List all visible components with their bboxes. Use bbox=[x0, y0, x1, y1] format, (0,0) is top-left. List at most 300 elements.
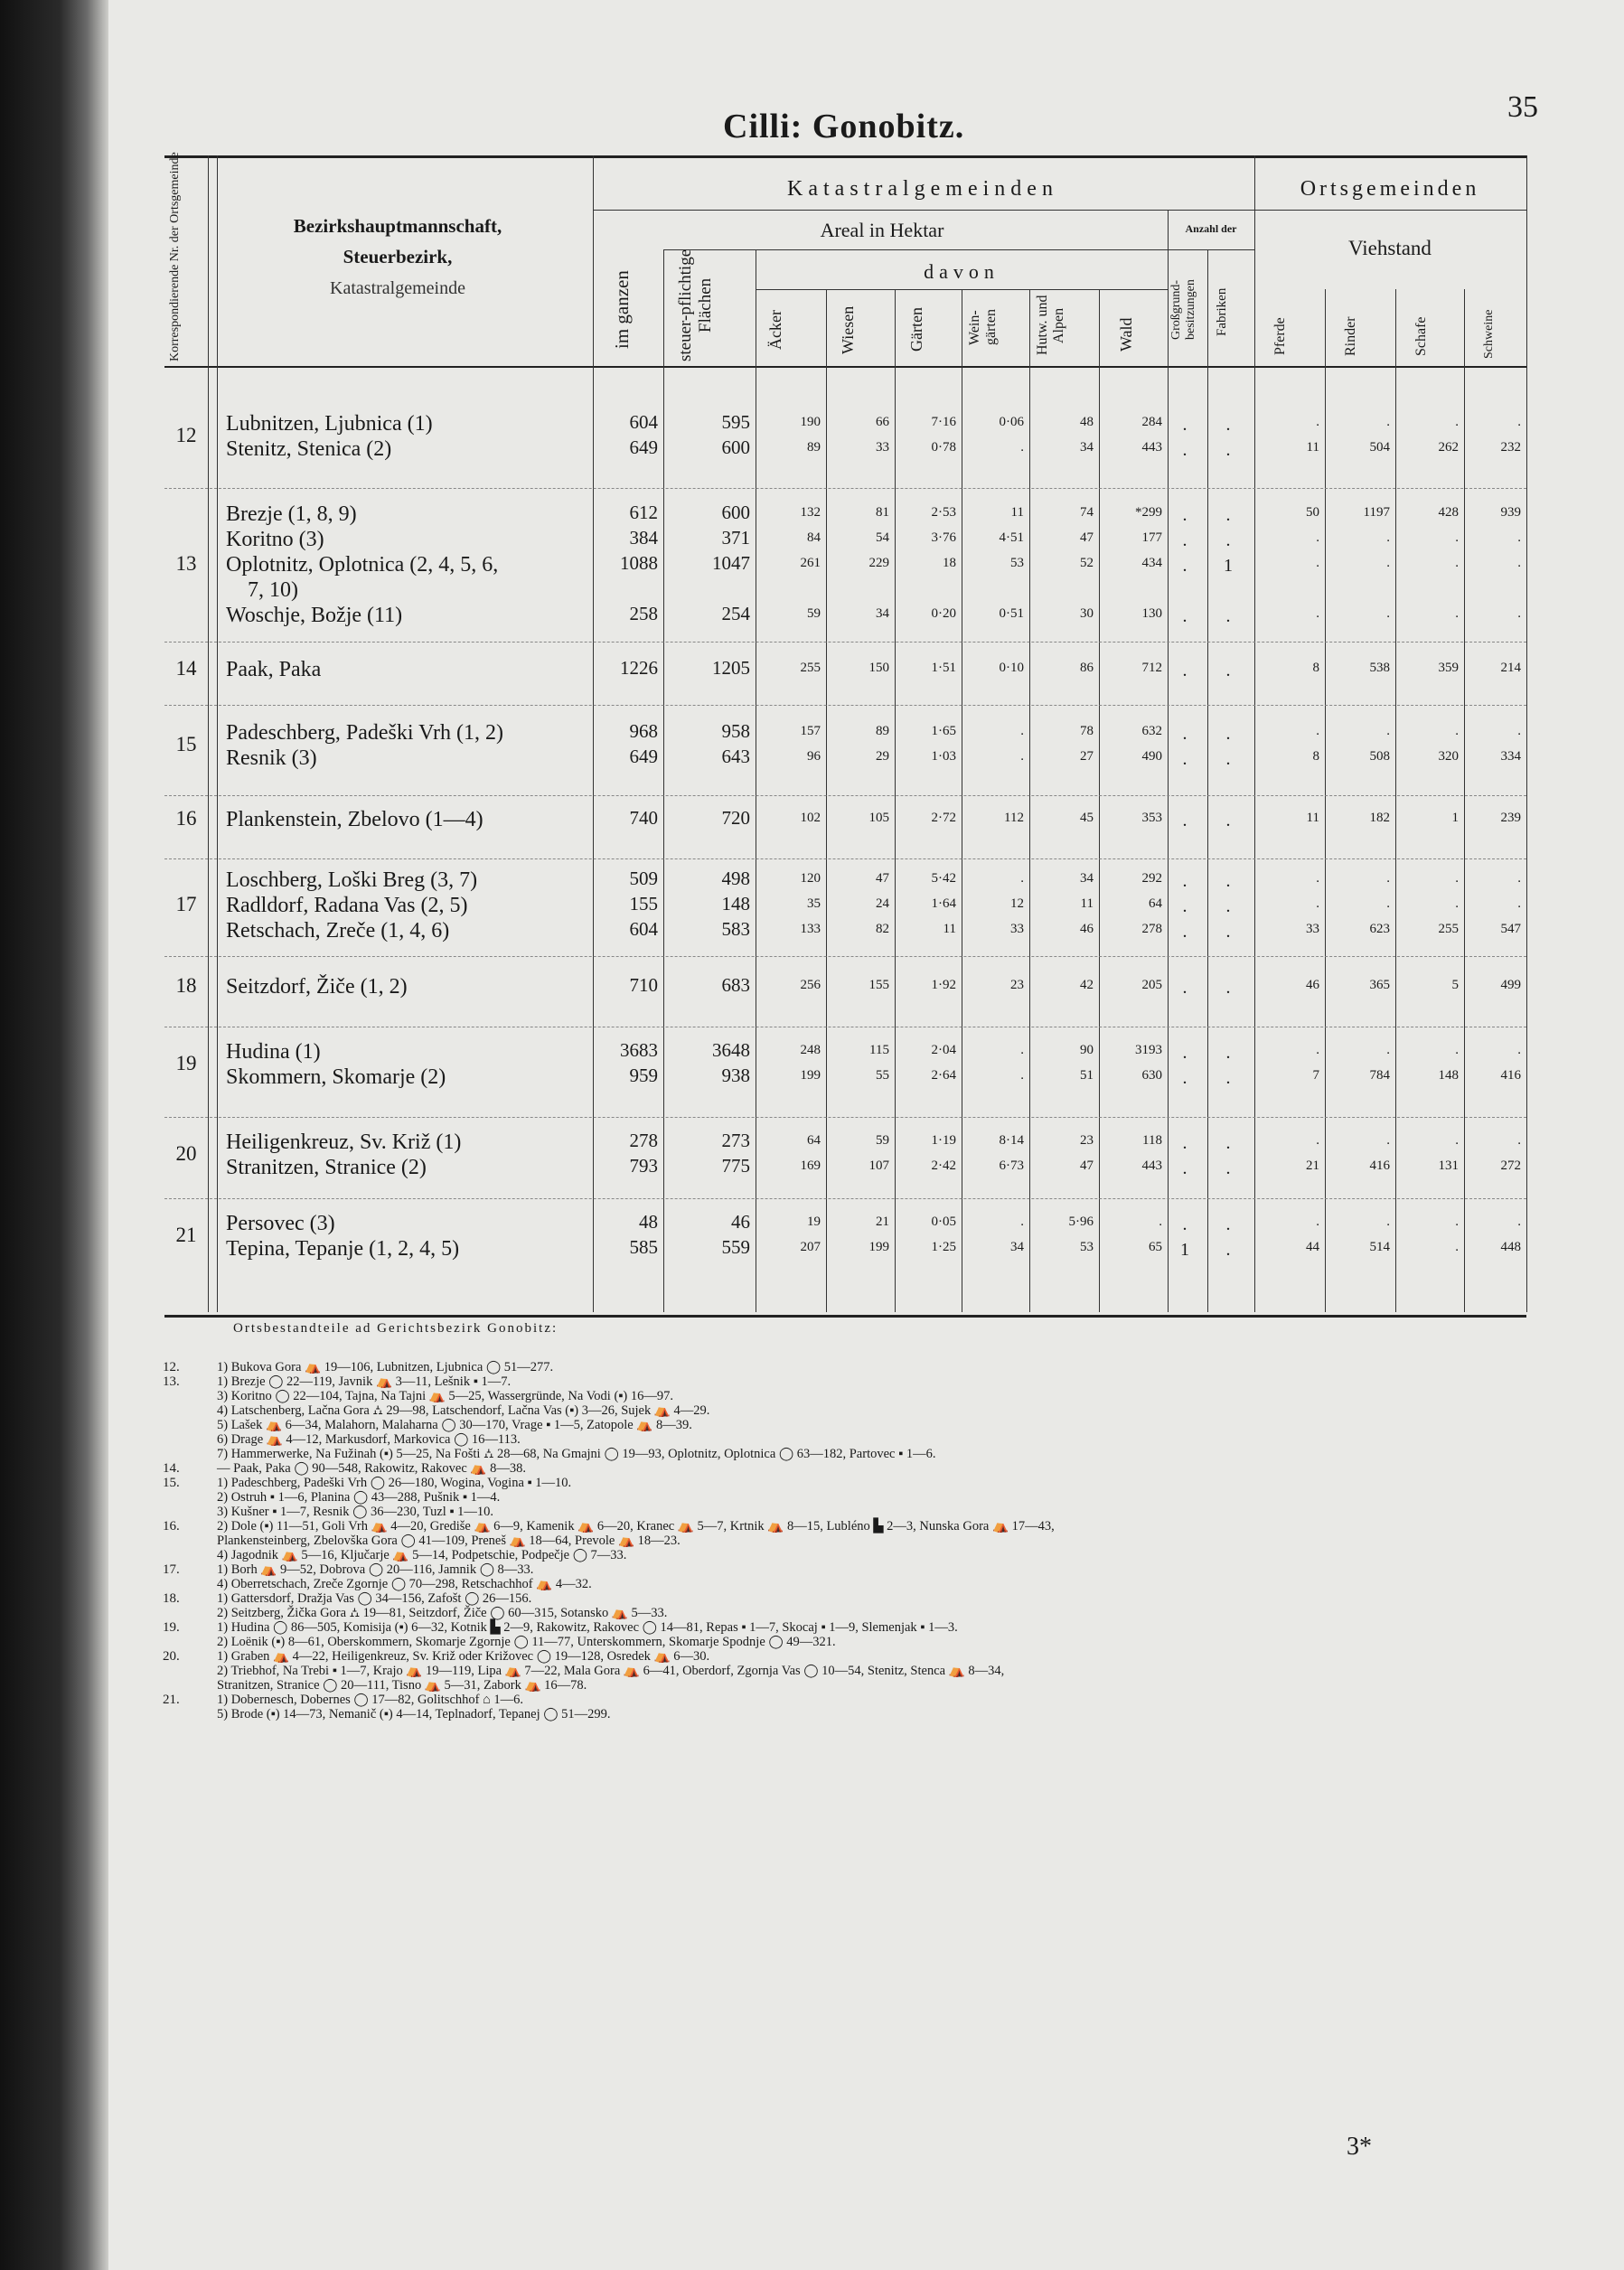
cell-wein: . bbox=[1020, 749, 1024, 764]
cell-aecker: 261 bbox=[800, 556, 821, 570]
cell-pferde: 33 bbox=[1306, 922, 1319, 936]
cell-schafe: 1 bbox=[1451, 811, 1459, 825]
header-pferde: Pferde bbox=[1272, 317, 1288, 356]
cell-schweine: . bbox=[1517, 1043, 1521, 1057]
footnote-line: 5) Brode (▪) 14—73, Nemanič (▪) 4—14, Teplnadorf, Tepanej ◯ 51—299. bbox=[217, 1707, 611, 1721]
cell-pferde: . bbox=[1316, 606, 1319, 621]
cell-schafe: . bbox=[1455, 1043, 1459, 1057]
header-im-ganzen: im ganzen bbox=[611, 270, 633, 349]
cell-fabr: . bbox=[1225, 922, 1231, 942]
cell-schafe: 262 bbox=[1438, 440, 1459, 455]
footnote-line: 2) Loënik (▪) 8—61, Oberskommern, Skomarje Zgornje ◯ 11—77, Unterskommern, Skomarje Spodnje ◯ 49—321. bbox=[217, 1635, 836, 1649]
cell-hutw: 47 bbox=[1080, 530, 1094, 545]
cell-aecker: 84 bbox=[807, 530, 821, 545]
cell-wein: 8·14 bbox=[999, 1133, 1024, 1148]
column-rule bbox=[1207, 249, 1208, 1312]
cell-wiesen: 229 bbox=[868, 556, 889, 570]
cell-wiesen: 199 bbox=[868, 1240, 889, 1254]
cell-hutw: 34 bbox=[1080, 871, 1094, 886]
cell-schafe: 359 bbox=[1438, 661, 1459, 675]
footnote-title: Ortsbestandteile ad Gerichtsbezirk Gonobitz: bbox=[233, 1321, 559, 1336]
cell-schweine: 232 bbox=[1500, 440, 1521, 455]
cell-schafe: 131 bbox=[1438, 1158, 1459, 1173]
cell-hutw: 42 bbox=[1080, 978, 1094, 992]
cell-gaerten: 11 bbox=[943, 922, 956, 936]
cell-gross: . bbox=[1182, 1068, 1187, 1088]
cell-hutw: 78 bbox=[1080, 724, 1094, 738]
cell-pferde: . bbox=[1316, 1043, 1319, 1057]
cell-schafe: 148 bbox=[1438, 1068, 1459, 1083]
cell-aecker: 133 bbox=[800, 922, 821, 936]
cell-gaerten: 1·03 bbox=[931, 749, 956, 764]
row-number: 18 bbox=[175, 974, 197, 997]
cell-wein: 6·73 bbox=[999, 1158, 1024, 1173]
katastralgemeinde-name: Hudina (1) bbox=[226, 1040, 321, 1064]
row-rule bbox=[164, 1117, 1526, 1118]
cell-fabr: . bbox=[1225, 811, 1231, 830]
column-rule bbox=[895, 289, 896, 1312]
column-rule bbox=[1168, 210, 1169, 1312]
cell-steuer: 958 bbox=[721, 720, 750, 742]
header-ortsgemeinde-nr: Korrespondierende Nr. der Ortsgemeinde bbox=[168, 152, 182, 361]
cell-steuer: 498 bbox=[721, 868, 750, 889]
cell-pferde: . bbox=[1316, 415, 1319, 429]
cell-aecker: 96 bbox=[807, 749, 821, 764]
cell-gaerten: 0·20 bbox=[931, 606, 956, 621]
cell-wein: . bbox=[1020, 440, 1024, 455]
footnote-line: 5) Lašek ⛺ 6—34, Malahorn, Malaharna ◯ 30—170, Vrage ▪ 1—5, Zatopole ⛺ 8—39. bbox=[217, 1418, 692, 1432]
cell-pferde: . bbox=[1316, 896, 1319, 911]
cell-wein: 0·06 bbox=[999, 415, 1024, 429]
column-rule bbox=[1254, 155, 1255, 1312]
cell-hutw: 74 bbox=[1080, 505, 1094, 520]
katastralgemeinde-name: Paak, Paka bbox=[226, 658, 322, 681]
katastralgemeinde-name: Resnik (3) bbox=[226, 746, 317, 770]
cell-steuer: 600 bbox=[721, 502, 750, 523]
cell-pferde: . bbox=[1316, 1215, 1319, 1229]
footnote-line: 4) Jagodnik ⛺ 5—16, Ključarje ⛺ 5—14, Podpetschie, Podpečje ◯ 7—33. bbox=[217, 1548, 627, 1562]
cell-wiesen: 21 bbox=[876, 1215, 889, 1229]
cell-pferde: . bbox=[1316, 530, 1319, 545]
cell-wald: 490 bbox=[1141, 749, 1162, 764]
row-rule bbox=[164, 705, 1526, 706]
cell-rinder: 416 bbox=[1369, 1158, 1390, 1173]
cell-ganzen: 612 bbox=[629, 502, 658, 523]
header-schweine: Schweine bbox=[1482, 309, 1496, 360]
row-rule bbox=[164, 795, 1526, 796]
cell-wiesen: 150 bbox=[868, 661, 889, 675]
cell-steuer: 720 bbox=[721, 807, 750, 829]
cell-steuer: 3648 bbox=[712, 1039, 750, 1061]
cell-gaerten: 18 bbox=[943, 556, 956, 570]
cell-aecker: 132 bbox=[800, 505, 821, 520]
cell-rinder: 182 bbox=[1369, 811, 1390, 825]
header-name-line2: Steuerbezirk, bbox=[343, 246, 453, 267]
cell-ganzen: 649 bbox=[629, 436, 658, 458]
cell-schweine: . bbox=[1517, 415, 1521, 429]
cell-schafe: 320 bbox=[1438, 749, 1459, 764]
cell-ganzen: 649 bbox=[629, 746, 658, 767]
katastralgemeinde-name: Koritno (3) bbox=[226, 528, 324, 551]
column-rule bbox=[1029, 289, 1030, 1312]
cell-pferde: 44 bbox=[1306, 1240, 1319, 1254]
cell-ganzen: 604 bbox=[629, 918, 658, 940]
cell-steuer: 600 bbox=[721, 436, 750, 458]
cell-wald: 3193 bbox=[1135, 1043, 1162, 1057]
cell-wiesen: 47 bbox=[876, 871, 889, 886]
katastralgemeinde-name: Seitzdorf, Žiče (1, 2) bbox=[226, 975, 408, 999]
katastralgemeinde-name: Woschje, Božje (11) bbox=[226, 604, 403, 627]
cell-gross: 1 bbox=[1180, 1240, 1189, 1260]
cell-gaerten: 3·76 bbox=[931, 530, 956, 545]
cell-aecker: 35 bbox=[807, 896, 821, 911]
cell-hutw: 53 bbox=[1080, 1240, 1094, 1254]
cell-aecker: 256 bbox=[800, 978, 821, 992]
cell-wald: 177 bbox=[1141, 530, 1162, 545]
header-areal: Areal in Hektar bbox=[820, 219, 944, 241]
cell-gross: . bbox=[1182, 440, 1187, 460]
cell-aecker: 199 bbox=[800, 1068, 821, 1083]
cell-wiesen: 155 bbox=[868, 978, 889, 992]
cell-ganzen: 793 bbox=[629, 1155, 658, 1177]
cell-pferde: 46 bbox=[1306, 978, 1319, 992]
cell-gaerten: 1·51 bbox=[931, 661, 956, 675]
cell-gaerten: 2·42 bbox=[931, 1158, 956, 1173]
cell-rinder: . bbox=[1386, 415, 1390, 429]
cell-hutw: 46 bbox=[1080, 922, 1094, 936]
cell-wein: 12 bbox=[1010, 896, 1024, 911]
footnote-line: 4) Latschenberg, Lačna Gora ⛼ 29—98, Latschendorf, Lačna Vas (▪) 3—26, Sujek ⛺ 4—29. bbox=[217, 1403, 710, 1418]
cell-wald: 443 bbox=[1141, 440, 1162, 455]
cell-fabr: 1 bbox=[1224, 556, 1233, 576]
footnote-line: 1) Hudina ◯ 86—505, Komisija (▪) 6—32, Kotnik ▙ 2—9, Rakowitz, Rakovec ◯ 14—81, Repas ▪ 1—7, Skocaj ▪ 1—9, Slemenjak ▪ 1—3. bbox=[217, 1620, 958, 1635]
cell-steuer: 273 bbox=[721, 1130, 750, 1151]
cell-fabr: . bbox=[1225, 415, 1231, 435]
cell-wein: 23 bbox=[1010, 978, 1024, 992]
cell-wein: 53 bbox=[1010, 556, 1024, 570]
cell-wald: 205 bbox=[1141, 978, 1162, 992]
cell-pferde: 21 bbox=[1306, 1158, 1319, 1173]
cell-fabr: . bbox=[1225, 505, 1231, 525]
cell-gross: . bbox=[1182, 505, 1187, 525]
cell-pferde: 11 bbox=[1306, 440, 1319, 455]
cell-wald: 630 bbox=[1141, 1068, 1162, 1083]
cell-gross: . bbox=[1182, 1215, 1187, 1234]
column-rule bbox=[1395, 289, 1396, 1312]
cell-hutw: 11 bbox=[1080, 896, 1094, 911]
katastralgemeinde-name: Skommern, Skomarje (2) bbox=[226, 1065, 446, 1089]
cell-wiesen: 107 bbox=[868, 1158, 889, 1173]
cell-schweine: . bbox=[1517, 530, 1521, 545]
cell-ganzen: 959 bbox=[629, 1065, 658, 1086]
cell-schweine: 939 bbox=[1500, 505, 1521, 520]
footnote-line: 1) Graben ⛺ 4—22, Heiligenkreuz, Sv. Križ oder Križovec ◯ 19—128, Osredek ⛺ 6—30. bbox=[217, 1649, 710, 1664]
cell-aecker: 207 bbox=[800, 1240, 821, 1254]
cell-schweine: . bbox=[1517, 871, 1521, 886]
cell-ganzen: 968 bbox=[629, 720, 658, 742]
cell-rinder: . bbox=[1386, 871, 1390, 886]
cell-wein: . bbox=[1020, 1068, 1024, 1083]
cell-rinder: . bbox=[1386, 1215, 1390, 1229]
cell-schweine: 239 bbox=[1500, 811, 1521, 825]
cell-fabr: . bbox=[1225, 1215, 1231, 1234]
row-number: 21 bbox=[175, 1224, 197, 1246]
katastralgemeinde-name: Stenitz, Stenica (2) bbox=[226, 437, 392, 461]
cell-schweine: . bbox=[1517, 606, 1521, 621]
row-number: 12 bbox=[175, 424, 197, 446]
footnote-line: 2) Triebhof, Na Trebi ▪ 1—7, Krajo ⛺ 19—119, Lipa ⛺ 7—22, Mala Gora ⛺ 6—41, Oberdorf, Zgornja Vas ◯ 10—54, Stenitz, Stenca ⛺ 8—34, bbox=[217, 1664, 1005, 1678]
katastralgemeinde-name: Heiligenkreuz, Sv. Križ (1) bbox=[226, 1130, 462, 1154]
cell-gross: . bbox=[1182, 978, 1187, 998]
footnote-line: — Paak, Paka ◯ 90—548, Rakowitz, Rakovec ⛺ 8—38. bbox=[217, 1461, 526, 1476]
footnote-line: Plankensteinberg, Zbelovška Gora ◯ 41—109, Preneš ⛺ 18—64, Prevole ⛺ 18—23. bbox=[217, 1534, 681, 1548]
cell-gaerten: 1·65 bbox=[931, 724, 956, 738]
footnote-line: 2) Seitzberg, Žička Gora ⛼ 19—81, Seitzdorf, Žiče ◯ 60—315, Sotansko ⛺ 5—33. bbox=[217, 1606, 668, 1620]
cell-schweine: . bbox=[1517, 1133, 1521, 1148]
cell-steuer: 254 bbox=[721, 603, 750, 624]
katastralgemeinde-name: Plankenstein, Zbelovo (1—4) bbox=[226, 808, 483, 831]
cell-fabr: . bbox=[1225, 1068, 1231, 1088]
cell-gross: . bbox=[1182, 1133, 1187, 1153]
cell-schafe: . bbox=[1455, 1215, 1459, 1229]
footnote-number: 19. bbox=[163, 1620, 180, 1635]
cell-wiesen: 82 bbox=[876, 922, 889, 936]
header-gaerten: Gärten bbox=[907, 307, 925, 352]
cell-schafe: . bbox=[1455, 896, 1459, 911]
book-spine-shadow bbox=[0, 0, 108, 2270]
cell-wald: 118 bbox=[1142, 1133, 1162, 1148]
katastralgemeinde-name: Retschach, Zreče (1, 4, 6) bbox=[226, 919, 450, 943]
cell-fabr: . bbox=[1225, 871, 1231, 891]
cell-wein: 4·51 bbox=[999, 530, 1024, 545]
katastralgemeinde-name: Stranitzen, Stranice (2) bbox=[226, 1156, 427, 1179]
cell-ganzen: 509 bbox=[629, 868, 658, 889]
cell-rinder: . bbox=[1386, 1043, 1390, 1057]
cell-schafe: 428 bbox=[1438, 505, 1459, 520]
cell-fabr: . bbox=[1225, 896, 1231, 916]
cell-steuer: 371 bbox=[721, 527, 750, 549]
cell-gross: . bbox=[1182, 896, 1187, 916]
cell-rinder: 623 bbox=[1369, 922, 1390, 936]
header-name-line1: Bezirkshauptmannschaft, bbox=[293, 215, 502, 237]
cell-wald: *299 bbox=[1135, 505, 1162, 520]
column-rule bbox=[663, 249, 664, 1312]
cell-schafe: . bbox=[1455, 1133, 1459, 1148]
cell-schafe: . bbox=[1455, 556, 1459, 570]
cell-gross: . bbox=[1182, 556, 1187, 576]
cell-schweine: 448 bbox=[1500, 1240, 1521, 1254]
cell-schweine: 214 bbox=[1500, 661, 1521, 675]
cell-wiesen: 81 bbox=[876, 505, 889, 520]
cell-fabr: . bbox=[1225, 606, 1231, 626]
cell-aecker: 255 bbox=[800, 661, 821, 675]
cell-wiesen: 89 bbox=[876, 724, 889, 738]
cell-rinder: 784 bbox=[1369, 1068, 1390, 1083]
cell-aecker: 19 bbox=[807, 1215, 821, 1229]
cell-rinder: . bbox=[1386, 606, 1390, 621]
footnote-line: 1) Dobernesch, Dobernes ◯ 17—82, Golitschhof ⌂ 1—6. bbox=[217, 1693, 524, 1707]
footnote-line: Stranitzen, Stranice ◯ 20—111, Tisno ⛺ 5—31, Zabork ⛺ 16—78. bbox=[217, 1678, 587, 1693]
footnote-line: 3) Kušner ▪ 1—7, Resnik ◯ 36—230, Tuzl ▪ 1—10. bbox=[217, 1505, 494, 1519]
footnote-number: 18. bbox=[163, 1591, 180, 1606]
header-katastralgemeinden: Katastralgemeinden bbox=[787, 177, 1058, 201]
cell-gaerten: 1·64 bbox=[931, 896, 956, 911]
cell-steuer: 1205 bbox=[712, 657, 750, 679]
cell-fabr: . bbox=[1225, 440, 1231, 460]
signature-mark: 3* bbox=[1347, 2133, 1372, 2161]
cell-ganzen: 258 bbox=[629, 603, 658, 624]
footnote-line: 4) Oberretschach, Zreče Zgornje ◯ 70—298, Retschachhof ⛺ 4—32. bbox=[217, 1577, 592, 1591]
row-number: 17 bbox=[175, 893, 197, 915]
cell-schweine: . bbox=[1517, 896, 1521, 911]
cell-gaerten: 0·78 bbox=[931, 440, 956, 455]
cell-gaerten: 0·05 bbox=[931, 1215, 956, 1229]
header-aecker: Äcker bbox=[766, 310, 784, 350]
cell-fabr: . bbox=[1225, 724, 1231, 744]
cell-schafe: . bbox=[1455, 606, 1459, 621]
header-anzahl: Anzahl der bbox=[1185, 222, 1237, 235]
katastralgemeinde-name: Lubnitzen, Ljubnica (1) bbox=[226, 412, 433, 436]
cell-hutw: 34 bbox=[1080, 440, 1094, 455]
cell-gross: . bbox=[1182, 1043, 1187, 1063]
cell-rinder: 514 bbox=[1369, 1240, 1390, 1254]
cell-hutw: 27 bbox=[1080, 749, 1094, 764]
cell-hutw: 45 bbox=[1080, 811, 1094, 825]
row-number: 16 bbox=[175, 807, 197, 830]
cell-wein: 33 bbox=[1010, 922, 1024, 936]
footnote-number: 13. bbox=[163, 1374, 180, 1389]
cell-schweine: . bbox=[1517, 1215, 1521, 1229]
cell-ganzen: 3683 bbox=[620, 1039, 658, 1061]
header-schafe: Schafe bbox=[1413, 316, 1429, 357]
header-steuerpflichtige: steuer-pflichtige Flächen bbox=[676, 249, 715, 361]
page-number: 35 bbox=[1507, 90, 1538, 124]
header-wiesen: Wiesen bbox=[839, 305, 857, 354]
column-rule bbox=[1099, 289, 1100, 1312]
cell-schafe: 5 bbox=[1451, 978, 1459, 992]
cell-gross: . bbox=[1182, 811, 1187, 830]
cell-schafe: . bbox=[1455, 724, 1459, 738]
row-number: 20 bbox=[175, 1142, 197, 1165]
column-rule bbox=[217, 155, 218, 1312]
header-hutweiden: Hutw. und Alpen bbox=[1035, 295, 1066, 356]
cell-wein: 0·10 bbox=[999, 661, 1024, 675]
cell-hutw: 86 bbox=[1080, 661, 1094, 675]
cell-ganzen: 604 bbox=[629, 411, 658, 433]
cell-schafe: . bbox=[1455, 871, 1459, 886]
cell-wald: 65 bbox=[1149, 1240, 1162, 1254]
cell-gross: . bbox=[1182, 415, 1187, 435]
cell-gaerten: 1·19 bbox=[931, 1133, 956, 1148]
row-rule bbox=[164, 642, 1526, 643]
cell-wein: 34 bbox=[1010, 1240, 1024, 1254]
cell-wiesen: 54 bbox=[876, 530, 889, 545]
katastralgemeinde-name: Persovec (3) bbox=[226, 1212, 335, 1235]
cell-wiesen: 24 bbox=[876, 896, 889, 911]
cell-ganzen: 740 bbox=[629, 807, 658, 829]
cell-fabr: . bbox=[1225, 1158, 1231, 1178]
cell-ganzen: 155 bbox=[629, 893, 658, 915]
column-rule bbox=[593, 155, 594, 1312]
cell-hutw: 52 bbox=[1080, 556, 1094, 570]
cell-wein: . bbox=[1020, 1215, 1024, 1229]
page-title: Cilli: Gonobitz. bbox=[723, 108, 965, 145]
cell-gross: . bbox=[1182, 724, 1187, 744]
cell-steuer: 583 bbox=[721, 918, 750, 940]
cell-aecker: 157 bbox=[800, 724, 821, 738]
cell-aecker: 169 bbox=[800, 1158, 821, 1173]
footnote-line: 7) Hammerwerke, Na Fužinah (▪) 5—25, Na Fošti ⛼ 28—68, Na Gmajni ◯ 19—93, Oplotnitz, Oplotnica ◯ 63—182, Partovec ▪ 1—6. bbox=[217, 1447, 936, 1461]
cell-fabr: . bbox=[1225, 530, 1231, 550]
cell-ganzen: 278 bbox=[629, 1130, 658, 1151]
cell-rinder: . bbox=[1386, 530, 1390, 545]
cell-pferde: 8 bbox=[1312, 661, 1319, 675]
cell-wald: 278 bbox=[1141, 922, 1162, 936]
row-number: 14 bbox=[175, 657, 197, 680]
cell-pferde: 11 bbox=[1306, 811, 1319, 825]
footnote-number: 21. bbox=[163, 1693, 180, 1707]
cell-wald: 130 bbox=[1141, 606, 1162, 621]
column-rule bbox=[1325, 289, 1326, 1312]
cell-rinder: 508 bbox=[1369, 749, 1390, 764]
cell-hutw: 51 bbox=[1080, 1068, 1094, 1083]
katastralgemeinde-name: 7, 10) bbox=[248, 578, 298, 602]
footnote-number: 17. bbox=[163, 1562, 180, 1577]
cell-schweine: 272 bbox=[1500, 1158, 1521, 1173]
header-ortsgemeinden: Ortsgemeinden bbox=[1300, 177, 1480, 201]
cell-wein: 112 bbox=[1004, 811, 1024, 825]
cell-wald: 434 bbox=[1141, 556, 1162, 570]
cell-wiesen: 115 bbox=[869, 1043, 889, 1057]
katastralgemeinde-name: Oplotnitz, Oplotnica (2, 4, 5, 6, bbox=[226, 553, 499, 577]
cell-pferde: 7 bbox=[1312, 1068, 1319, 1083]
cell-gross: . bbox=[1182, 606, 1187, 626]
row-number: 19 bbox=[175, 1052, 197, 1074]
cell-schweine: . bbox=[1517, 724, 1521, 738]
cell-fabr: . bbox=[1225, 1133, 1231, 1153]
cell-gaerten: 2·04 bbox=[931, 1043, 956, 1057]
cell-fabr: . bbox=[1225, 978, 1231, 998]
cell-rinder: . bbox=[1386, 556, 1390, 570]
column-rule bbox=[1464, 289, 1465, 1312]
cell-pferde: . bbox=[1316, 871, 1319, 886]
cell-steuer: 683 bbox=[721, 974, 750, 996]
cell-aecker: 120 bbox=[800, 871, 821, 886]
cell-steuer: 148 bbox=[721, 893, 750, 915]
cell-schafe: 255 bbox=[1438, 922, 1459, 936]
cell-pferde: . bbox=[1316, 724, 1319, 738]
cell-steuer: 775 bbox=[721, 1155, 750, 1177]
column-rule bbox=[1526, 155, 1527, 1312]
cell-rinder: . bbox=[1386, 1133, 1390, 1148]
cell-aecker: 64 bbox=[807, 1133, 821, 1148]
header-weingaerten: Wein-gärten bbox=[967, 309, 999, 346]
cell-gaerten: 2·64 bbox=[931, 1068, 956, 1083]
cell-wiesen: 59 bbox=[876, 1133, 889, 1148]
cell-wald: 292 bbox=[1141, 871, 1162, 886]
cell-rinder: 504 bbox=[1369, 440, 1390, 455]
header-viehstand: Viehstand bbox=[1348, 237, 1432, 259]
footnote-number: 15. bbox=[163, 1476, 180, 1490]
footnote-line: 6) Drage ⛺ 4—12, Markusdorf, Markovica ◯ 16—113. bbox=[217, 1432, 521, 1447]
footnote-line: 2) Ostruh ▪ 1—6, Planina ◯ 43—288, Pušnik ▪ 1—4. bbox=[217, 1490, 501, 1505]
rule bbox=[663, 249, 1255, 250]
cell-gaerten: 7·16 bbox=[931, 415, 956, 429]
cell-wald: 284 bbox=[1141, 415, 1162, 429]
cell-gaerten: 2·53 bbox=[931, 505, 956, 520]
cell-wald: 443 bbox=[1141, 1158, 1162, 1173]
cell-hutw: 23 bbox=[1080, 1133, 1094, 1148]
